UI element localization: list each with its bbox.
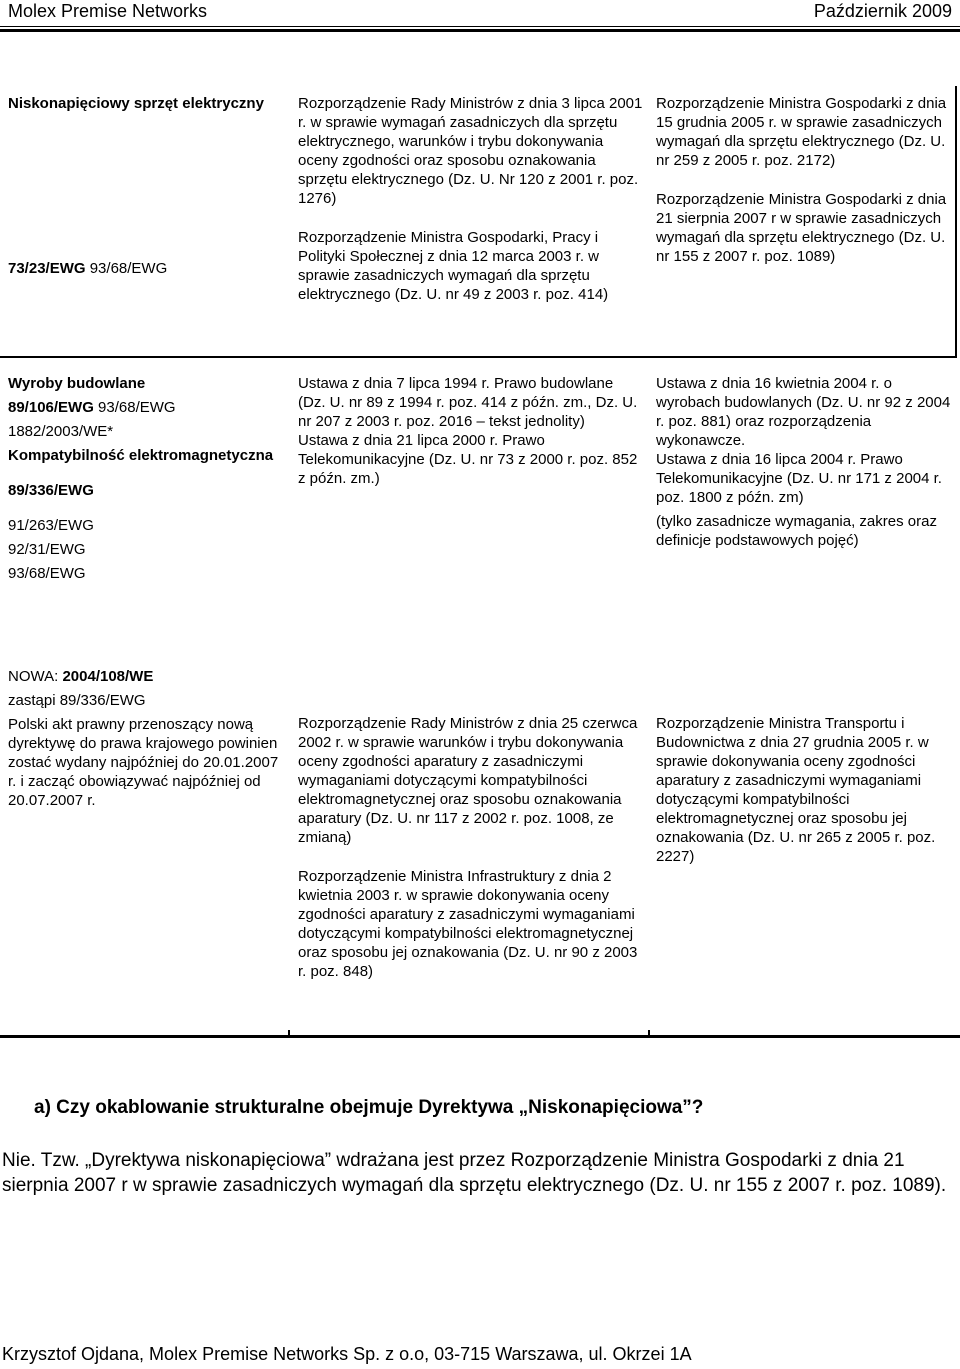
new-directive: NOWA: 2004/108/WE xyxy=(8,668,154,685)
regulation-text: Rozporządzenie Ministra Transportu i Budownictwa z dnia 27 grudnia 2005 r. w sprawie dokonywania oceny zgodności aparatury z zasadniczymi wymaganiami dotyczącymi kompatybilności elektromagnetycznej oraz sposobu jej oznakowania (Dz. U. nr 265 z 2005 r. poz. 2227) xyxy=(656,715,936,865)
column-divider-1 xyxy=(288,1030,290,1038)
regulation-text: Rozporządzenie Ministra Gospodarki z dnia 21 sierpnia 2007 r w sprawie zasadniczych wymagań dla sprzętu elektrycznego (Dz. U. nr 155 z 2007 r. poz. 1089) xyxy=(656,191,947,265)
table-row-divider xyxy=(0,356,957,358)
regulation-text: Rozporządzenie Ministra Infrastruktury z dnia 2 kwietnia 2003 r. w sprawie dokonywania oceny zgodności aparatury z zasadniczymi wymaganiami dotyczącymi kompatybilności elektromagnetycznej oraz sposobu jej oznakowania (Dz. U. nr 90 z 2003 r. poz. 848) xyxy=(298,868,638,980)
column-divider-2 xyxy=(648,1030,650,1038)
directive-group-title: Wyroby budowlane xyxy=(8,375,146,392)
faq-answer: Nie. Tzw. „Dyrektywa niskonapięciowa” wdrażana jest przez Rozporządzenie Ministra Gospodarki z dnia 21 sierpnia 2007 r w sprawie zasadniczych wymagań dla sprzętu elektrycznego (Dz. U. nr 155 z 2007 r. poz. 1089). xyxy=(2,1150,947,1196)
table-right-border xyxy=(955,86,957,358)
law-note: (tylko zasadnicze wymagania, zakres oraz definicje podstawowych pojęć) xyxy=(656,513,937,549)
header-company: Molex Premise Networks xyxy=(8,1,208,21)
directive-number: 89/106/EWG 93/68/EWG xyxy=(8,399,176,416)
directive-group-title: Niskonapięciowy sprzęt elektryczny xyxy=(8,95,264,112)
row2-col1 xyxy=(8,374,278,583)
directive-group-title: Kompatybilność elektromagnetyczna xyxy=(8,447,274,464)
directive-number: 89/336/EWG xyxy=(8,482,94,499)
directive-number: 73/23/EWG 93/68/EWG xyxy=(8,260,168,277)
header-rule xyxy=(0,26,960,27)
directive-number: 1882/2003/WE* xyxy=(8,423,114,440)
faq-question: a) Czy okablowanie strukturalne obejmuje Dyrektywa „Niskonapięciowa”? xyxy=(34,1097,704,1118)
row3-col1 xyxy=(8,667,280,810)
row1-col3 xyxy=(656,94,954,266)
page-header xyxy=(8,0,952,24)
regulation-text: Rozporządzenie Rady Ministrów z dnia 3 lipca 2001 r. w sprawie wymagań zasadniczych dla sprzętu elektrycznego, warunków i trybu dokonywania oceny zgodności oraz sposobu oznakowania sprzętu elektrycznego (Dz. U. Nr 120 z 2001 r. poz. 1276) xyxy=(298,95,643,207)
law-text: Ustawa z dnia 16 lipca 2004 r. Prawo Telekomunikacyjne (Dz. U. nr 171 z 2004 r. poz. 1800 z późn. zm) xyxy=(656,451,942,506)
header-rule-thick xyxy=(0,29,960,32)
header-date: Październik 2009 xyxy=(813,1,952,21)
law-text: Ustawa z dnia 21 lipca 2000 r. Prawo Telekomunikacyjne (Dz. U. nr 73 z 2000 r. poz. 852 z późn. zm.) xyxy=(298,432,638,487)
table-bottom-border xyxy=(0,1035,960,1038)
regulation-text: Rozporządzenie Rady Ministrów z dnia 25 czerwca 2002 r. w sprawie warunków i trybu dokonywania oceny zgodności aparatury z zasadniczymi wymaganiami dotyczącymi kompatybilności elektromagnetycznej oraz sposobu oznakowania aparatury (Dz. U. nr 117 z 2002 r. poz. 1008, ze zmianą) xyxy=(298,715,638,846)
row3-col3 xyxy=(656,714,952,866)
row3-col2 xyxy=(298,714,643,981)
law-text: Ustawa z dnia 16 kwietnia 2004 r. o wyrobach budowlanych (Dz. U. nr 92 z 2004 r. poz. 881) oraz rozporządzenia wykonawcze. xyxy=(656,375,951,449)
law-text: Ustawa z dnia 7 lipca 1994 r. Prawo budowlane (Dz. U. nr 89 z 1994 r. poz. 414 z późn. zm., Dz. U. nr 207 z 2003 r. poz. 2016 – tekst jednolity) xyxy=(298,375,638,430)
directive-number: 92/31/EWG xyxy=(8,541,86,558)
regulation-text: Rozporządzenie Ministra Gospodarki z dnia 15 grudnia 2005 r. w sprawie zasadniczych wymagań dla sprzętu elektrycznego (Dz. U. nr 259 z 2005 r. poz. 2172) xyxy=(656,95,947,169)
row1-col2 xyxy=(298,94,643,304)
row2-col2 xyxy=(298,374,638,488)
directive-number: 91/263/EWG xyxy=(8,517,94,534)
row1-col1-directive xyxy=(8,259,278,278)
replaces-directive: zastąpi 89/336/EWG xyxy=(8,692,146,709)
row2-col3 xyxy=(656,374,952,550)
directive-number: 93/68/EWG xyxy=(8,565,86,582)
transposition-note: Polski akt prawny przenoszący nową dyrektywę do prawa krajowego powinien zostać wydany najpóźniej do 20.01.2007 r. i zacząć obowiązywać najpóźniej od 20.07.2007 r. xyxy=(8,716,279,809)
row1-col1 xyxy=(8,94,278,113)
page-footer: Krzysztof Ojdana, Molex Premise Networks Sp. z o.o, 03-715 Warszawa, ul. Okrzei 1A xyxy=(2,1344,692,1364)
regulation-text: Rozporządzenie Ministra Gospodarki, Pracy i Polityki Społecznej z dnia 12 marca 2003 r. w sprawie zasadniczych wymagań dla sprzętu elektrycznego (Dz. U. nr 49 z 2003 r. poz. 414) xyxy=(298,229,609,303)
